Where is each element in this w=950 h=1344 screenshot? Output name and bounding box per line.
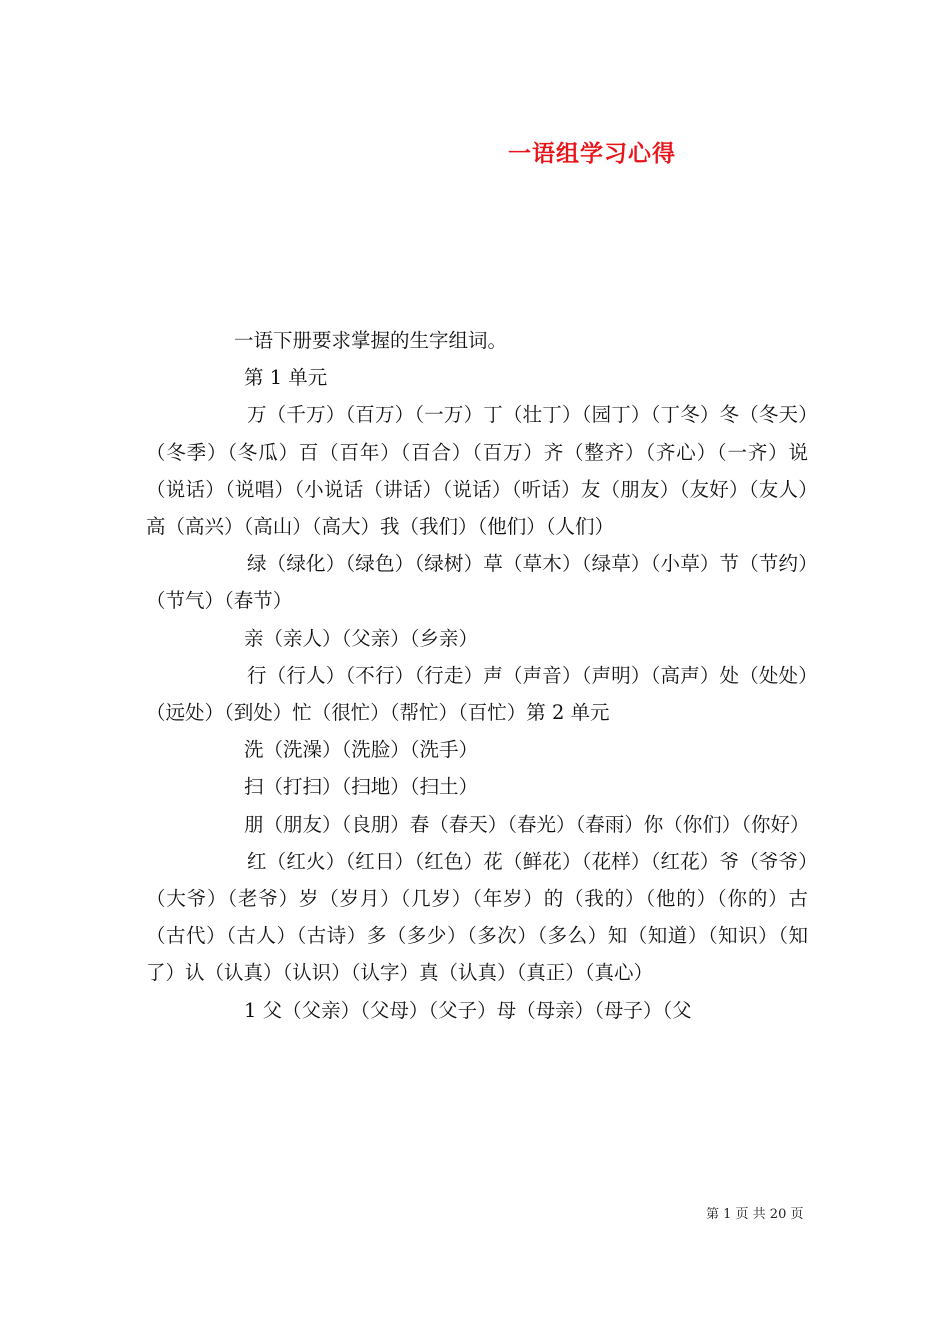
vocab-paragraph: 1 父（父亲）（父母）（父子）母（母亲）（母子）（父 bbox=[244, 998, 692, 1022]
vocab-paragraph: 扫（打扫）（扫地）（扫土） bbox=[244, 775, 479, 799]
document-title: 一语组学习心得 bbox=[508, 140, 676, 167]
document-body bbox=[146, 322, 808, 1029]
page-number: 第 1 页 共 20 页 bbox=[706, 1207, 804, 1222]
vocab-paragraph: 行（行人）（不行）（行走）声（声音）（声明）（高声）处（处处）（远处）（到处）忙（很忙）（帮忙）（百忙）第 2 单元 bbox=[146, 663, 808, 725]
vocab-paragraph: 朋（朋友）（良朋）春（春天）（春光）（春雨）你（你们）（你好） bbox=[244, 812, 810, 836]
unit-heading: 第 1 单元 bbox=[244, 366, 328, 390]
vocab-paragraph: 万（千万）（百万）（一万）丁（壮丁）（园丁）（丁冬）冬（冬天）（冬季）（冬瓜）百（百年）（百合）（百万）齐（整齐）（齐心）（一齐）说（说话）（说唱）（小说话（讲话）（说话）（听话）友（朋友）（友好）（友人）高（高兴）（高山）（高大）我（我们）（他们）（人们） bbox=[146, 403, 808, 539]
intro-line: 一语下册要求掌握的生字组词。 bbox=[234, 329, 508, 352]
vocab-paragraph: 绿（绿化）（绿色）（绿树）草（草木）（绿草）（小草）节（节约）（节气）（春节） bbox=[146, 552, 808, 613]
vocab-paragraph: 红（红火）（红日）（红色）花（鲜花）（花样）（红花）爷（爷爷）（大爷）（老爷）岁（岁月）（几岁）（年岁）的（我的）（他的）（你的）古（古代）（古人）（古诗）多（多少）（多次）（多么）知（知道）（知识）（知了）认（认真）（认识）（认字）真（认真）（真正）（真心） bbox=[146, 849, 808, 985]
vocab-paragraph: 洗（洗澡）（洗脸）（洗手） bbox=[244, 738, 479, 762]
vocab-paragraph: 亲（亲人）（父亲）（乡亲） bbox=[244, 626, 479, 650]
